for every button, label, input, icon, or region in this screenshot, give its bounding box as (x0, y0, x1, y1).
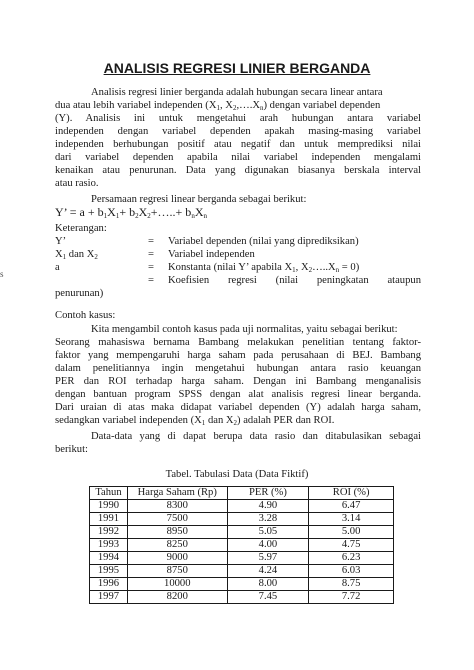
legend-sep: = (148, 249, 154, 260)
table-cell: 1993 (90, 539, 128, 552)
table-row (90, 591, 394, 604)
table-header-cell: PER (%) (227, 487, 309, 500)
table-cell: 5.97 (227, 552, 309, 565)
table-cell: 1992 (90, 526, 128, 539)
table-cell: 1990 (90, 500, 128, 513)
example-line-1: Kita mengambil contoh kasus pada uji normalitas, yaitu sebagai berikut: (91, 324, 398, 335)
table-row (90, 539, 394, 552)
table-cell: 10000 (127, 578, 227, 591)
table-header-cell: Tahun (90, 487, 128, 500)
table-cell: 8.00 (227, 578, 309, 591)
table-row (90, 500, 394, 513)
intro-line-5: independen berhubungan positif atau negatif dan untuk memprediksi nilai (55, 139, 421, 150)
intro-line-2: dua atau lebih variabel independen ($X_1$, $X_2,\dots.X_n$) dengan variabel dependen (55, 100, 381, 112)
table-cell: 3.28 (227, 513, 309, 526)
intro-line-8: atau rasio. (55, 178, 99, 189)
table-cell: 8.75 (309, 578, 394, 591)
table-caption: Tabel. Tabulasi Data (Data Fiktif) (165, 469, 309, 480)
regression-equation: Y’ = $a + b_1X_1+$ $b_2X_2+\dots..+ b_nX_n$ (55, 205, 207, 220)
table-cell: 8300 (127, 500, 227, 513)
data-intro-line-2: berikut: (55, 444, 88, 455)
legend-def-a: Konstanta (nilai Y’ apabila $X_1$, $X_2\dots..X_n = 0$) (168, 262, 360, 274)
intro-line-6: dari variabel dependen apabila nilai variabel independen mengalami (55, 152, 421, 163)
table-cell: 4.00 (227, 539, 309, 552)
table-cell: 1995 (90, 565, 128, 578)
table-cell: 6.47 (309, 500, 394, 513)
table-cell: 7500 (127, 513, 227, 526)
legend-def-b: Koefisien regresi (nilai peningkatan ataupun (168, 275, 421, 286)
table-row (90, 526, 394, 539)
example-line-4: dalam penelitiannya ingin mengetahui hubungan antara rasio keuangan (55, 363, 421, 374)
example-line-7: Dari uraian di atas maka didapat variabel dependen (Y) adalah harga saham, (55, 402, 421, 413)
example-line-6: dengan bantuan program SPSS dengan alat analisis regresi linear berganda. (55, 389, 421, 400)
legend-sep: = (148, 275, 154, 286)
table-cell: 8950 (127, 526, 227, 539)
table-cell: 6.23 (309, 552, 394, 565)
legend-def-x: Variabel independen (168, 249, 255, 260)
legend-term-a: a (55, 262, 60, 273)
intro-line-7: kenaikan atau penurunan. Data yang digunakan biasanya berskala interval (55, 165, 421, 176)
equation-intro: Persamaan regresi linear berganda sebagai berikut: (91, 194, 307, 205)
legend-sep: = (148, 262, 154, 273)
table-cell: 8250 (127, 539, 227, 552)
table-row (90, 565, 394, 578)
table-cell: 6.03 (309, 565, 394, 578)
intro-line-4: independen dengan variabel dependen apakah masing-masing variabel (55, 126, 421, 137)
table-header-cell: Harga Saham (Rp) (127, 487, 227, 500)
example-line-5: PER dan ROI terhadap harga saham. Dengan ini Bambang menganalisis (55, 376, 421, 387)
example-heading: Contoh kasus: (55, 310, 116, 321)
legend-def-b-continuation: penurunan) (55, 288, 104, 299)
intro-line-1: Analisis regresi linier berganda adalah hubungan secara linear antara (91, 87, 383, 98)
table-cell: 1996 (90, 578, 128, 591)
table-cell: 4.90 (227, 500, 309, 513)
legend-term-x: $X_1$ dan $X_2$ (55, 249, 98, 261)
legend-sep: = (148, 236, 154, 247)
table-cell: 4.24 (227, 565, 309, 578)
data-intro-line-1: Data-data yang di dapat berupa data rasio dan ditabulasikan sebagai (91, 431, 421, 442)
table-cell: 8750 (127, 565, 227, 578)
table-row (90, 513, 394, 526)
table-cell: 8200 (127, 591, 227, 604)
intro-line-3: (Y). Analisis ini untuk mengetahui arah hubungan antara variabel (55, 113, 421, 124)
table-cell: 5.05 (227, 526, 309, 539)
margin-mark: s (0, 269, 4, 279)
example-line-8: sedangkan variabel independen ($X_1$ dan $X_2$) adalah PER dan ROI. (55, 415, 335, 427)
data-table (89, 486, 394, 604)
table-cell: 7.45 (227, 591, 309, 604)
legend-heading: Keterangan: (55, 223, 107, 234)
table-row (90, 578, 394, 591)
table-cell: 4.75 (309, 539, 394, 552)
legend-def-y: Variabel dependen (nilai yang diprediksikan) (168, 236, 359, 247)
table-row (90, 552, 394, 565)
table-header-cell: ROI (%) (309, 487, 394, 500)
table-cell: 3.14 (309, 513, 394, 526)
table-cell: 5.00 (309, 526, 394, 539)
table-cell: 1994 (90, 552, 128, 565)
table-cell: 9000 (127, 552, 227, 565)
document-title: ANALISIS REGRESI LINIER BERGANDA (103, 60, 371, 76)
legend-term-y: Y’ (55, 236, 67, 247)
table-cell: 7.72 (309, 591, 394, 604)
table-cell: 1997 (90, 591, 128, 604)
table-cell: 1991 (90, 513, 128, 526)
example-line-2: Seorang mahasiswa bernama Bambang melakukan penelitian tentang faktor- (55, 337, 421, 348)
example-line-3: faktor yang mempengaruhi harga saham pada perusahaan di BEJ. Bambang (55, 350, 421, 361)
table-header-row (90, 487, 394, 500)
